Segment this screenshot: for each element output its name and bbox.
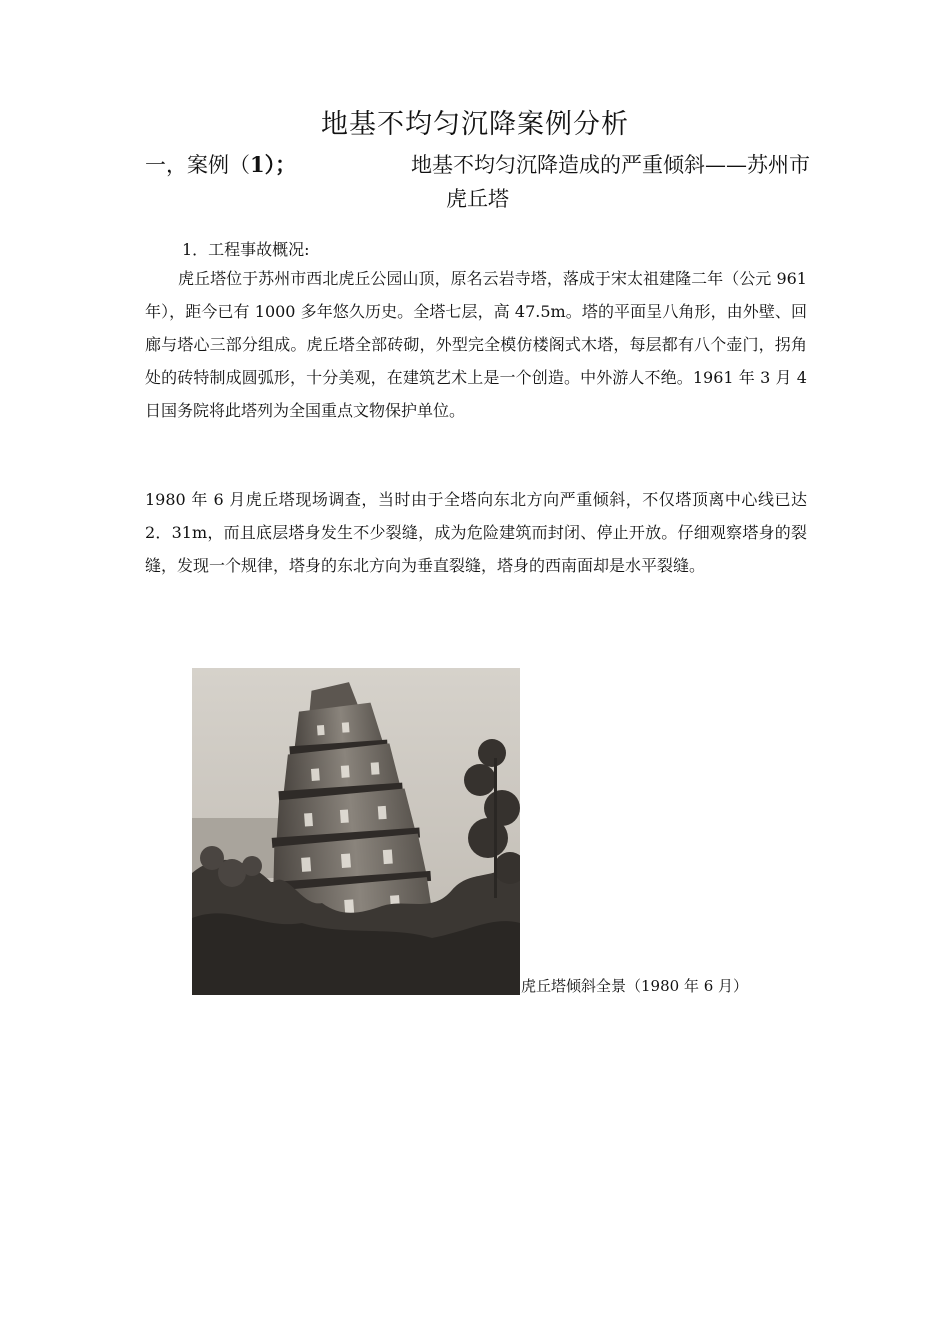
paragraph-overview: 虎丘塔位于苏州市西北虎丘公园山顶，原名云岩寺塔，落成于宋太祖建隆二年（公元 961 年），距今已有 1000 多年悠久历史。全塔七层，高 47.5m。塔的平面呈八角形，由外壁、回廊与塔心三部分组成。虎丘塔全部砖砌，外型完全模仿楼阁式木塔，每层都有八个壶门，拐角处的砖特制成圆弧形，十分美观，在建筑艺术上是一个创造。中外游人不绝。1961 年 3 月 4 日国务院将此塔列为全国重点文物保护单位。 bbox=[145, 269, 807, 420]
case-title-line1: 地基不均匀沉降造成的严重倾斜——苏州市 bbox=[411, 153, 810, 177]
section-label: 1．工程事故概况: bbox=[182, 240, 310, 259]
paragraph-investigation: 1980 年 6 月虎丘塔现场调查，当时由于全塔向东北方向严重倾斜，不仅塔顶离中心线已达 2．31m，而且底层塔身发生不少裂缝，成为危险建筑而封闭、停止开放。仔细观察塔身的裂缝，发现一个规律，塔身的东北方向为垂直裂缝，塔身的西南面却是水平裂缝。 bbox=[145, 490, 807, 575]
figure-caption: 虎丘塔倾斜全景（1980 年 6 月） bbox=[521, 977, 749, 995]
case-title-line2: 虎丘塔 bbox=[446, 187, 509, 211]
case-label bbox=[145, 148, 296, 182]
case-heading bbox=[145, 148, 810, 216]
pagoda-photo bbox=[192, 668, 520, 995]
case-prefix: 一，案例（ bbox=[145, 153, 250, 177]
case-number: 1）； bbox=[250, 152, 297, 177]
document-title: 地基不均匀沉降案例分析 bbox=[321, 109, 629, 140]
case-heading-line1 bbox=[145, 148, 810, 182]
